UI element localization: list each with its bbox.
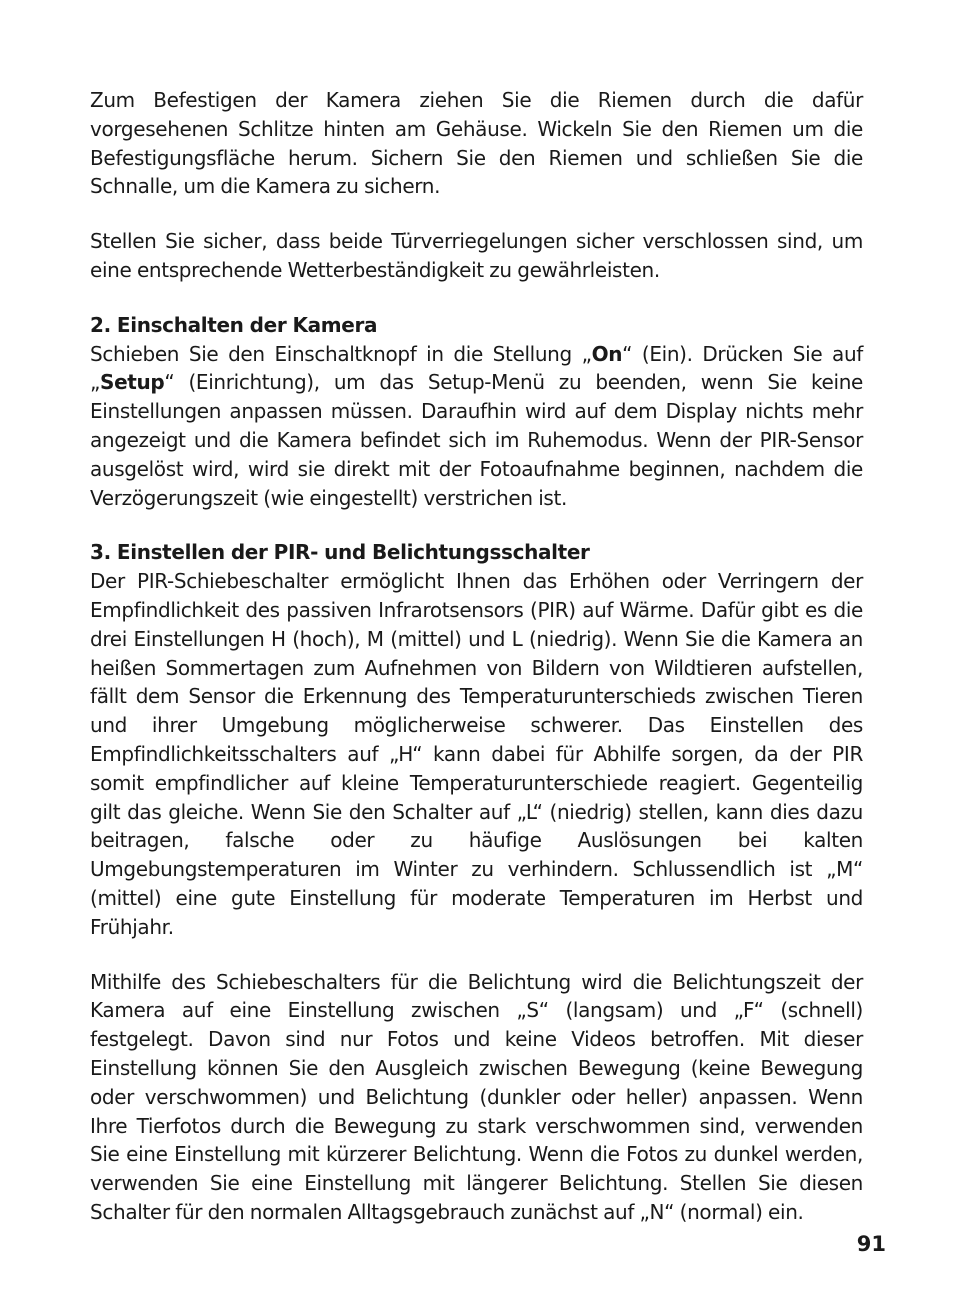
document-page <box>90 86 863 1227</box>
setup-label: Setup <box>100 370 165 395</box>
paragraph-exposure-switch: Mithilfe des Schiebeschalters für die Belichtung wird die Belichtungszeit der Kamera auf eine Einstellung zwischen „S“ (langsam) und „F“ (schnell) festgelegt. Davon sind nur Fotos und keine Videos betroffen. Mit dieser Einstellung können Sie den Ausgleich zwischen Bewegung (keine Bewegung oder verschwommen) und Belichtung (dunkler oder heller) anpassen. Wenn Ihre Tierfotos durch die Bewegung zu stark verschwommen sind, verwenden Sie eine Einstellung mit kürzerer Belichtung. Wenn die Fotos zu dunkel werden, verwenden Sie eine Einstellung mit längerer Belichtung. Stellen Sie diesen Schalter für den normalen Alltagsgebrauch zunächst auf „N“ (normal) ein. <box>90 969 863 1224</box>
power-text-b: “ (Ein). Drücken Sie auf „ <box>90 341 863 395</box>
on-label: On <box>591 341 623 366</box>
section-power-on <box>90 311 863 513</box>
section-heading-pir-exposure: 3. Einstellen der PIR- und Belichtungsschalter <box>90 540 590 565</box>
power-text-a: Schieben Sie den Einschaltknopf in die Stellung „ <box>90 341 592 366</box>
page-number: 91 <box>856 1232 886 1256</box>
paragraph-door-latches: Stellen Sie sicher, dass beide Türverriegelungen sicher verschlossen sind, um eine entsprechende Wetterbeständigkeit zu gewährleisten. <box>90 229 863 282</box>
power-text-c: “ (Einrichtung), um das Setup-Menü zu beenden, wenn Sie keine Einstellungen anpassen müssen. Daraufhin wird auf dem Display nichts mehr angezeigt und die Kamera befindet sich im Ruhemodus. Wenn der PIR-Sensor ausgelöst wird, wird sie direkt mit der Fotoaufnahme beginnen, nachdem die Verzögerungszeit (wie eingestellt) verstrichen ist. <box>90 370 863 510</box>
section-pir-exposure <box>90 538 863 941</box>
paragraph-strap-mounting: Zum Befestigen der Kamera ziehen Sie die Riemen durch die dafür vorgesehenen Schlitze hinten am Gehäuse. Wickeln Sie den Riemen um die Befestigungsfläche herum. Sichern Sie den Riemen und schließen Sie die Schnalle, um die Kamera zu sichern. <box>90 88 863 199</box>
section-heading-power-on: 2. Einschalten der Kamera <box>90 312 378 337</box>
pir-switch-text: Der PIR-Schiebeschalter ermöglicht Ihnen das Erhöhen oder Verringern der Empfindlichkeit des passiven Infrarotsensors (PIR) auf Wärme. Dafür gibt es die drei Einstellungen H (hoch), M (mittel) und L (niedrig). Wenn Sie die Kamera an heißen Sommertagen zum Aufnehmen von Bildern von Wildtieren aufstellen, fällt dem Sensor die Erkennung des Temperaturunterschieds zwischen Tieren und ihrer Umgebung möglicherweise schwerer. Das Einstellen des Empfindlichkeitsschalters auf „H“ kann dabei für Abhilfe sorgen, da der PIR somit empfindlicher auf kleine Temperaturunterschiede reagiert. Gegenteilig gilt das gleiche. Wenn Sie den Schalter auf „L“ (niedrig) stellen, kann dies dazu beitragen, falsche oder zu häufige Auslösungen bei kalten Umgebungstemperaturen im Winter zu verhindern. Schlussendlich ist „M“ (mittel) eine gute Einstellung für moderate Temperaturen im Herbst und Frühjahr. <box>90 569 863 939</box>
